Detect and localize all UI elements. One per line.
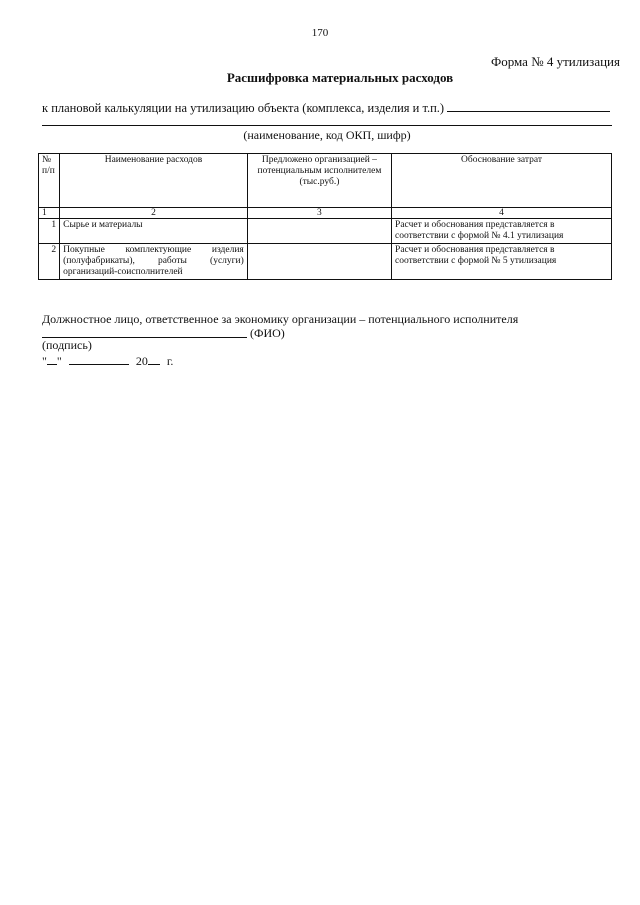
object-name-blank: [447, 99, 610, 112]
costs-table: [38, 153, 612, 280]
column-index: 3: [247, 208, 391, 219]
object-name-full-line: [42, 125, 612, 126]
month-blank: [69, 353, 129, 365]
column-index: 2: [60, 208, 248, 219]
year-suffix: г.: [166, 354, 174, 368]
column-index-row: [39, 208, 612, 219]
date-close-quote: ": [56, 354, 62, 368]
official-text: Должностное лицо, ответственное за экономику организации – потенциального исполнителя: [42, 312, 519, 326]
document-title: Расшифровка материальных расходов: [226, 70, 454, 85]
row-name: Покупные комплектующие изделия (полуфабрикаты), работы (услуги) организаций-соисполнителей: [60, 244, 248, 280]
table-row: [39, 244, 612, 280]
table-row: [39, 219, 612, 244]
header-name: Наименование расходов: [60, 154, 248, 208]
year-blank: [148, 353, 160, 365]
form-label: Форма № 4 утилизация: [490, 54, 620, 69]
table-header-row: [39, 154, 612, 208]
date-open-quote: ": [42, 354, 47, 368]
year-prefix: 20: [135, 354, 148, 368]
date-line: [42, 353, 173, 369]
header-offer: Предложено организацией – потенциальным исполнителем (тыс.руб.): [247, 154, 391, 208]
page-number: 170: [311, 27, 329, 39]
row-num: 2: [39, 244, 60, 280]
fio-label: (ФИО): [250, 326, 285, 340]
row-num: 1: [39, 219, 60, 244]
header-num: № п/п: [39, 154, 60, 208]
object-caption: (наименование, код ОКП, шифр): [243, 128, 411, 142]
column-index: 4: [392, 208, 612, 219]
column-index: 1: [39, 208, 60, 219]
row-basis: Расчет и обоснования представляется в соответствии с формой № 5 утилизация: [392, 244, 612, 280]
row-basis: Расчет и обоснования представляется в соответствии с формой № 4.1 утилизация: [392, 219, 612, 244]
row-offer[interactable]: [247, 219, 391, 244]
intro-text: к плановой калькуляции на утилизацию объекта (комплекса, изделия и т.п.): [42, 101, 445, 115]
row-offer[interactable]: [247, 244, 391, 280]
header-basis: Обоснование затрат: [392, 154, 612, 208]
row-name: Сырье и материалы: [60, 219, 248, 244]
signature-label: (подпись): [42, 338, 92, 352]
intro-line: [42, 99, 612, 116]
day-blank: [47, 353, 57, 365]
